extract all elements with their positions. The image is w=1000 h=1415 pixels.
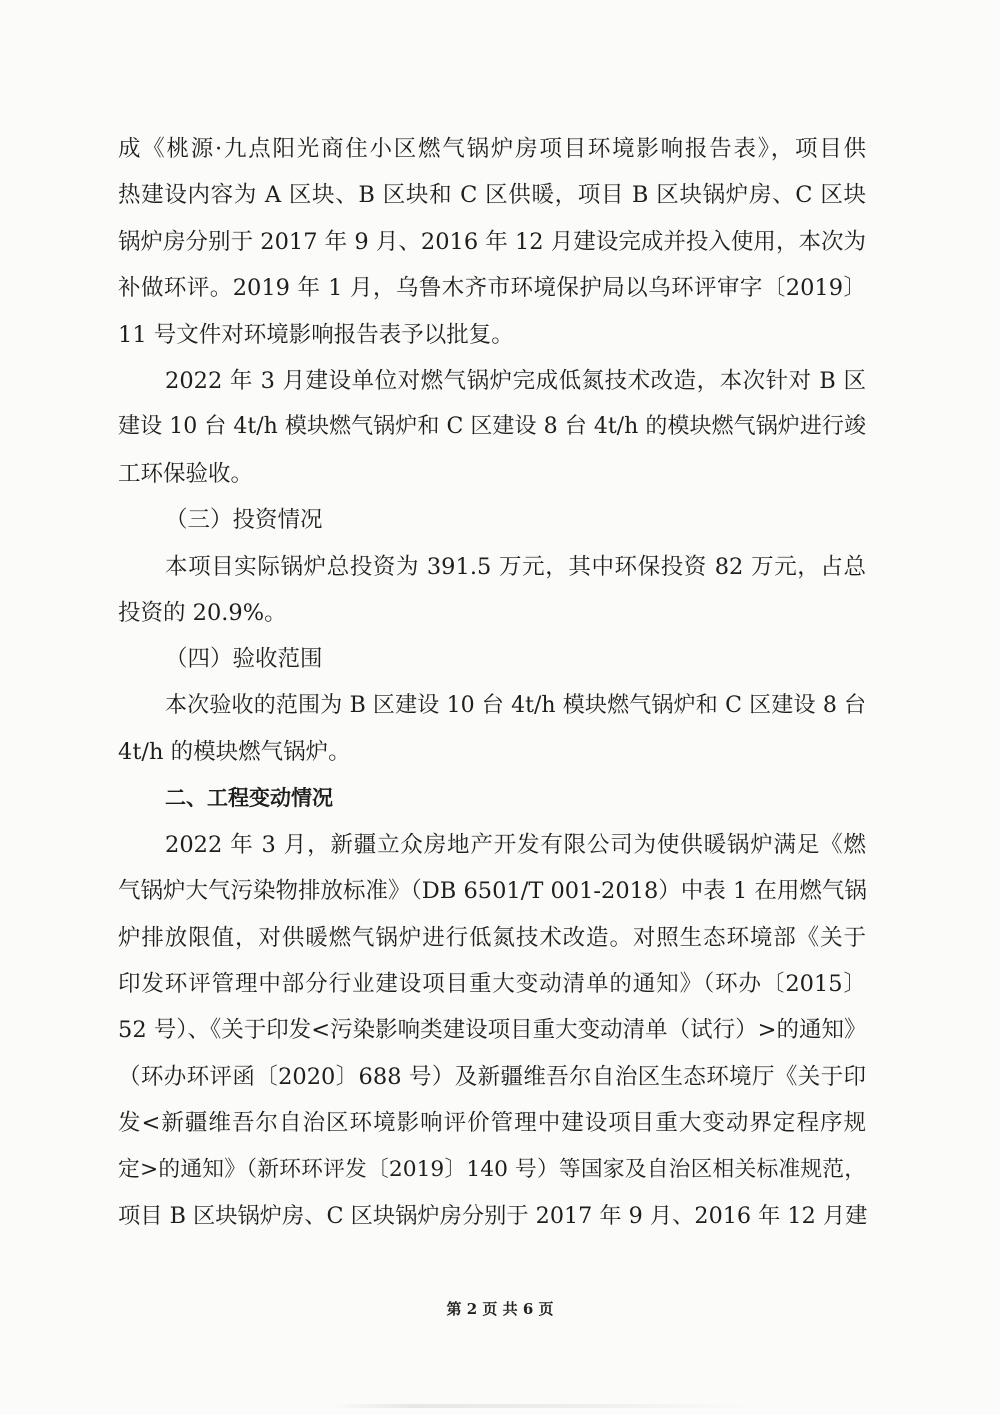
- body-line: 11 号文件对环境影响报告表予以批复。: [118, 321, 514, 348]
- body-line: 定>的通知》（新环环评发〔2019〕140 号）等国家及自治区相关标准规范，: [118, 1156, 866, 1182]
- body-line: （环办环评函〔2020〕688 号）及新疆维吾尔自治区生态环境厅《关于印: [118, 1063, 866, 1090]
- subsection-heading-investment: （三）投资情况: [165, 507, 323, 534]
- body-line: 成《桃源·九点阳光商住小区燃气锅炉房项目环境影响报告表》，项目供: [118, 136, 866, 162]
- body-line: 投资的 20.9%。: [118, 599, 287, 626]
- body-line: 工环保验收。: [118, 460, 254, 487]
- body-line: 4t/h 的模块燃气锅炉。: [118, 739, 351, 766]
- body-line: 52 号）、《关于印发<污染影响类建设项目重大变动清单（试行）>的通知》: [118, 1017, 867, 1044]
- body-line: 项目 B 区块锅炉房、C 区块锅炉房分别于 2017 年 9 月、2016 年 12 月建: [118, 1202, 868, 1229]
- body-line: 发<新疆维吾尔自治区环境影响评价管理中建设项目重大变动界定程序规: [118, 1110, 866, 1137]
- page-number-footer: 第 2 页 共 6 页: [446, 1300, 554, 1318]
- document-body: [118, 126, 866, 1239]
- body-line: 本项目实际锅炉总投资为 391.5 万元，其中环保投资 82 万元，占总: [165, 553, 866, 580]
- body-line: 2022 年 3 月建设单位对燃气锅炉完成低氮技术改造，本次针对 B 区: [165, 367, 866, 394]
- body-line: 2022 年 3 月，新疆立众房地产开发有限公司为使供暖锅炉满足《燃: [165, 831, 866, 858]
- body-line: 建设 10 台 4t/h 模块燃气锅炉和 C 区建设 8 台 4t/h 的模块燃气锅炉进行竣: [118, 414, 866, 440]
- body-line: 补做环评。2019 年 1 月，乌鲁木齐市环境保护局以乌环评审字〔2019〕: [118, 275, 866, 302]
- body-line: 热建设内容为 A 区块、B 区块和 C 区供暖，项目 B 区块锅炉房、C 区块: [118, 182, 866, 209]
- body-line: 本次验收的范围为 B 区建设 10 台 4t/h 模块燃气锅炉和 C 区建设 8 台: [165, 692, 866, 718]
- scan-artifact: [330, 1404, 750, 1408]
- body-line: 印发环评管理中部分行业建设项目重大变动清单的通知》（环办〔2015〕: [118, 971, 866, 998]
- subsection-heading-scope: （四）验收范围: [165, 646, 323, 673]
- body-line: 锅炉房分别于 2017 年 9 月、2016 年 12 月建设完成并投入使用，本次为: [118, 228, 866, 255]
- section-heading-changes: 二、工程变动情况: [165, 786, 333, 811]
- body-line: 炉排放限值，对供暖燃气锅炉进行低氮技术改造。对照生态环境部《关于: [118, 924, 866, 951]
- body-line: 气锅炉大气污染物排放标准》（DB 6501/T 001-2018）中表 1 在用燃气锅: [118, 878, 867, 905]
